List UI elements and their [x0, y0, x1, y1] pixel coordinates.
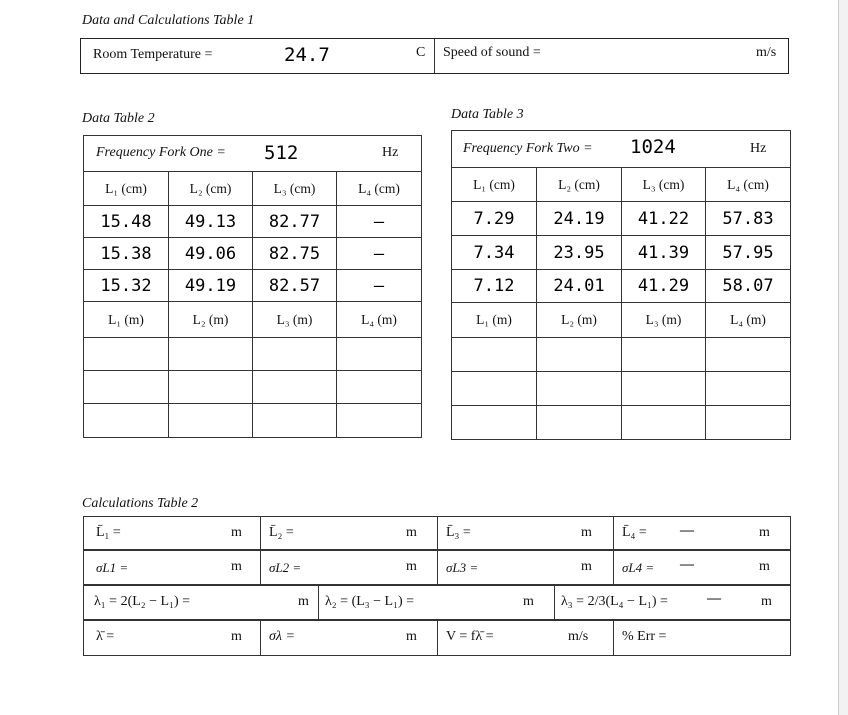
empty-row [84, 338, 422, 371]
divider [434, 39, 435, 73]
calc-row-3 [83, 584, 791, 621]
page-edge [838, 0, 848, 715]
cell: 24.19 [537, 202, 622, 236]
calc-label: V = fλ̄ = [446, 629, 494, 644]
cell: — [337, 270, 422, 302]
unit-label: m [759, 525, 770, 540]
unit-label: m [298, 594, 309, 609]
empty-row [452, 338, 791, 372]
cell: 41.29 [622, 270, 706, 303]
table-row [84, 206, 422, 238]
empty-row [452, 406, 791, 440]
table-row [452, 270, 791, 303]
calc-cell [614, 517, 791, 551]
calc-cell [319, 585, 555, 621]
unit-label: m [231, 559, 242, 574]
calc-label: L̄₂ = [269, 525, 294, 540]
calc-label: λ₁ = 2(L₂ − L₁) = [94, 594, 191, 609]
m-header-row [84, 302, 422, 338]
cell: 15.32 [84, 270, 169, 302]
room-temp-unit: C [416, 45, 426, 60]
cell: 82.57 [253, 270, 337, 302]
table-row [84, 238, 422, 270]
cell: 24.01 [537, 270, 622, 303]
header-cell: L₁ (cm) [452, 168, 537, 202]
header-cell: L₂ (m) [537, 303, 622, 338]
table1-box [80, 38, 789, 74]
speed-unit: m/s [756, 45, 777, 60]
header-cell: L₂ (m) [169, 302, 253, 338]
table-row [452, 202, 791, 236]
cell: 7.12 [452, 270, 537, 303]
cm-header-row [452, 168, 791, 202]
freq-value: 1024 [630, 136, 676, 158]
table3-caption: Data Table 3 [451, 107, 524, 122]
calc-cell [84, 585, 319, 621]
cell: 49.13 [169, 206, 253, 238]
cell: 41.22 [622, 202, 706, 236]
cell: 7.29 [452, 202, 537, 236]
calc-label: σL2 = [269, 560, 302, 575]
unit-label: m [231, 525, 242, 540]
calc-cell [84, 550, 261, 586]
calc-row-4 [83, 619, 791, 656]
empty-row [84, 371, 422, 404]
unit-label: m [581, 559, 592, 574]
unit-label: m [759, 559, 770, 574]
cell: — [337, 238, 422, 270]
speed-label: Speed of sound = [443, 45, 541, 60]
header-cell: L₃ (cm) [622, 168, 706, 202]
calc-label: λ₂ = (L₃ − L₁) = [325, 594, 415, 609]
m-header-row [452, 303, 791, 338]
freq-label: Frequency Fork Two = [463, 141, 593, 156]
freq-row [84, 136, 422, 172]
cell: — [337, 206, 422, 238]
cell: 49.19 [169, 270, 253, 302]
cell: 82.77 [253, 206, 337, 238]
header-cell: L₄ (m) [706, 303, 791, 338]
unit-label: m [581, 525, 592, 540]
freq-unit: Hz [750, 141, 767, 156]
cell: 57.95 [706, 236, 791, 270]
header-cell: L₃ (cm) [253, 172, 337, 206]
calc-cell [555, 585, 791, 621]
header-cell: L₁ (m) [84, 302, 169, 338]
calc-cell [438, 620, 614, 656]
unit-label: m [523, 594, 534, 609]
calc-cell [84, 620, 261, 656]
data-table-3 [451, 130, 791, 440]
calc-cell [261, 517, 438, 551]
unit-label: m [231, 629, 242, 644]
dash-mark: — [680, 523, 694, 538]
calc-cell [614, 550, 791, 586]
cell: 7.34 [452, 236, 537, 270]
data-table-2 [83, 135, 422, 438]
calc-label: σL1 = [96, 560, 129, 575]
cell: 49.06 [169, 238, 253, 270]
header-cell: L₁ (m) [452, 303, 537, 338]
header-cell: L₄ (m) [337, 302, 422, 338]
cell: 58.07 [706, 270, 791, 303]
dash-mark: — [707, 591, 721, 606]
freq-unit: Hz [382, 145, 399, 160]
calc-label: λ₃ = 2/3(L₄ − L₁) = [561, 594, 668, 609]
calc-cell [261, 550, 438, 586]
header-cell: L₃ (m) [622, 303, 706, 338]
calc-cell [438, 550, 614, 586]
unit-label: m [406, 525, 417, 540]
cell: 15.38 [84, 238, 169, 270]
calc-row-2 [83, 549, 791, 586]
unit-label: m [406, 559, 417, 574]
header-cell: L₁ (cm) [84, 172, 169, 206]
room-temp-label: Room Temperature = [93, 47, 213, 62]
calc-label: L̄₁ = [96, 525, 121, 540]
calc-label: λ̄ = [96, 629, 115, 644]
cell: 57.83 [706, 202, 791, 236]
calc-label: L̄₃ = [446, 525, 471, 540]
calc-cell [614, 620, 791, 656]
cell: 15.48 [84, 206, 169, 238]
calc-label: % Err = [622, 629, 667, 644]
calc-label: L̄₄ = [622, 525, 647, 540]
cell: 23.95 [537, 236, 622, 270]
table1-caption: Data and Calculations Table 1 [82, 13, 255, 28]
calc-label: σλ = [269, 629, 295, 644]
header-cell: L₂ (cm) [537, 168, 622, 202]
unit-label: m/s [568, 629, 589, 644]
header-cell: L₄ (cm) [706, 168, 791, 202]
unit-label: m [761, 594, 772, 609]
header-cell: L₃ (m) [253, 302, 337, 338]
empty-row [84, 404, 422, 438]
calc-row-1 [83, 516, 791, 551]
header-cell: L₄ (cm) [337, 172, 422, 206]
freq-value: 512 [264, 142, 299, 164]
cm-header-row [84, 172, 422, 206]
calc-caption: Calculations Table 2 [82, 496, 199, 511]
unit-label: m [406, 629, 417, 644]
table-row [84, 270, 422, 302]
table-row [452, 236, 791, 270]
calc-cell [84, 517, 261, 551]
header-cell: L₂ (cm) [169, 172, 253, 206]
calc-label: σL3 = [446, 560, 479, 575]
freq-row [452, 131, 791, 168]
calc-label: σL4 = [622, 560, 655, 575]
freq-label: Frequency Fork One = [96, 145, 226, 160]
room-temp-value: 24.7 [284, 44, 330, 66]
cell: 41.39 [622, 236, 706, 270]
calc-cell [438, 517, 614, 551]
dash-mark: — [680, 557, 694, 572]
table2-caption: Data Table 2 [82, 111, 155, 126]
cell: 82.75 [253, 238, 337, 270]
calc-cell [261, 620, 438, 656]
empty-row [452, 372, 791, 406]
